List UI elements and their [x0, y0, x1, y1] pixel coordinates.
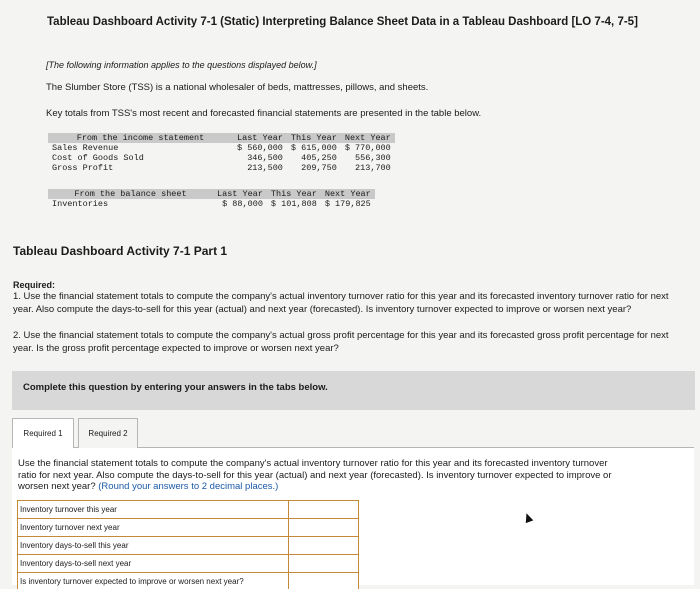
- cell-value: $ 770,000: [344, 143, 391, 153]
- answer-cell: [289, 501, 359, 519]
- answer-table: [17, 500, 359, 589]
- company-description: The Slumber Store (TSS) is a national wholesaler of beds, mattresses, pillows, and sheets.: [46, 82, 429, 93]
- answer-cell: [289, 573, 359, 589]
- answer-label: Inventory turnover this year: [18, 501, 289, 519]
- balance-header-this: This Year: [270, 189, 317, 199]
- row-label: Gross Profit: [52, 163, 114, 173]
- table-row: [18, 555, 359, 573]
- turnover-this-year-input[interactable]: [291, 502, 356, 518]
- income-header-next: Next Year: [344, 133, 391, 143]
- table-intro: Key totals from TSS's most recent and forecasted financial statements are presented in the table below.: [46, 108, 482, 119]
- panel-instruction: [18, 458, 628, 493]
- income-statement-table: [48, 133, 395, 173]
- instruction-text: Use the financial statement totals to compute the company's actual inventory turnover ratio for this year and its forecasted inventory turnover ratio for next year. Also compute the days-to-sell for this year (actual) and next year (forecasted). Is inventory turnover expected to improve or worsen next year?: [18, 458, 612, 492]
- cell-value: $ 88,000: [222, 199, 263, 209]
- tab-required-2[interactable]: Required 2: [78, 418, 138, 448]
- table-row: [48, 199, 375, 209]
- cell-value: $ 179,825: [324, 199, 371, 209]
- income-header-this: This Year: [290, 133, 337, 143]
- table-row: [48, 143, 395, 153]
- answer-cell: [289, 555, 359, 573]
- table-row: [18, 501, 359, 519]
- table-row: [18, 537, 359, 555]
- cell-value: 556,300: [355, 153, 391, 163]
- improve-or-worsen-input[interactable]: [291, 574, 356, 589]
- answer-panel: [12, 448, 694, 585]
- answer-label: Is inventory turnover expected to improve or worsen next year?: [18, 573, 289, 589]
- row-label: Sales Revenue: [52, 143, 119, 153]
- tab-required-1[interactable]: Required 1: [12, 418, 74, 448]
- banner-text: Complete this question by entering your answers in the tabs below.: [23, 382, 328, 393]
- cell-value: 405,250: [301, 153, 337, 163]
- answer-label: Inventory days-to-sell next year: [18, 555, 289, 573]
- row-label: Inventories: [52, 199, 109, 209]
- answer-cell: [289, 519, 359, 537]
- answer-cell: [289, 537, 359, 555]
- instruction-banner: [12, 371, 695, 410]
- balance-header-next: Next Year: [324, 189, 371, 199]
- cell-value: $ 101,808: [270, 199, 317, 209]
- cell-value: $ 615,000: [290, 143, 337, 153]
- required-label: Required:: [13, 280, 56, 290]
- required-item-2: 2. Use the financial statement totals to compute the company's actual gross profit percentage for this year and its forecasted gross profit percentage for next year. Is the gross profit percentage expected to improve or worsen next year?: [13, 330, 669, 354]
- page-title: Tableau Dashboard Activity 7-1 (Static) Interpreting Balance Sheet Data in a Tableau Dashboard [LO 7-4, 7-5]: [47, 16, 638, 28]
- answer-label: Inventory turnover next year: [18, 519, 289, 537]
- income-header-last: Last Year: [237, 133, 283, 143]
- required-item-1: 1. Use the financial statement totals to compute the company's actual inventory turnover ratio for this year and its forecasted inventory turnover ratio for next year. Also compute the days-to-sell for this year (actual) and next year (forecasted). Is inventory turnover expected to improve or worsen next year?: [13, 291, 669, 315]
- days-to-sell-next-year-input[interactable]: [291, 556, 356, 572]
- balance-header-last: Last Year: [217, 189, 263, 199]
- cell-value: 209,750: [301, 163, 337, 173]
- table-row: [18, 519, 359, 537]
- cell-value: $ 560,000: [237, 143, 283, 153]
- tab-bar: [12, 418, 694, 448]
- balance-sheet-table: [48, 189, 375, 209]
- part-title: Tableau Dashboard Activity 7-1 Part 1: [13, 244, 228, 258]
- answer-label: Inventory days-to-sell this year: [18, 537, 289, 555]
- table-row: [18, 573, 359, 589]
- cell-value: 213,700: [355, 163, 391, 173]
- cell-value: 213,500: [247, 163, 283, 173]
- rounding-note: (Round your answers to 2 decimal places.): [98, 481, 279, 492]
- cell-value: 346,500: [247, 153, 283, 163]
- turnover-next-year-input[interactable]: [291, 520, 356, 536]
- income-header-label: From the income statement: [76, 133, 205, 143]
- balance-header-label: From the balance sheet: [74, 189, 187, 199]
- row-label: Cost of Goods Sold: [52, 153, 144, 163]
- table-row: [48, 153, 395, 163]
- days-to-sell-this-year-input[interactable]: [291, 538, 356, 554]
- intro-note: [The following information applies to the questions displayed below.]: [46, 60, 317, 70]
- table-row: [48, 163, 395, 173]
